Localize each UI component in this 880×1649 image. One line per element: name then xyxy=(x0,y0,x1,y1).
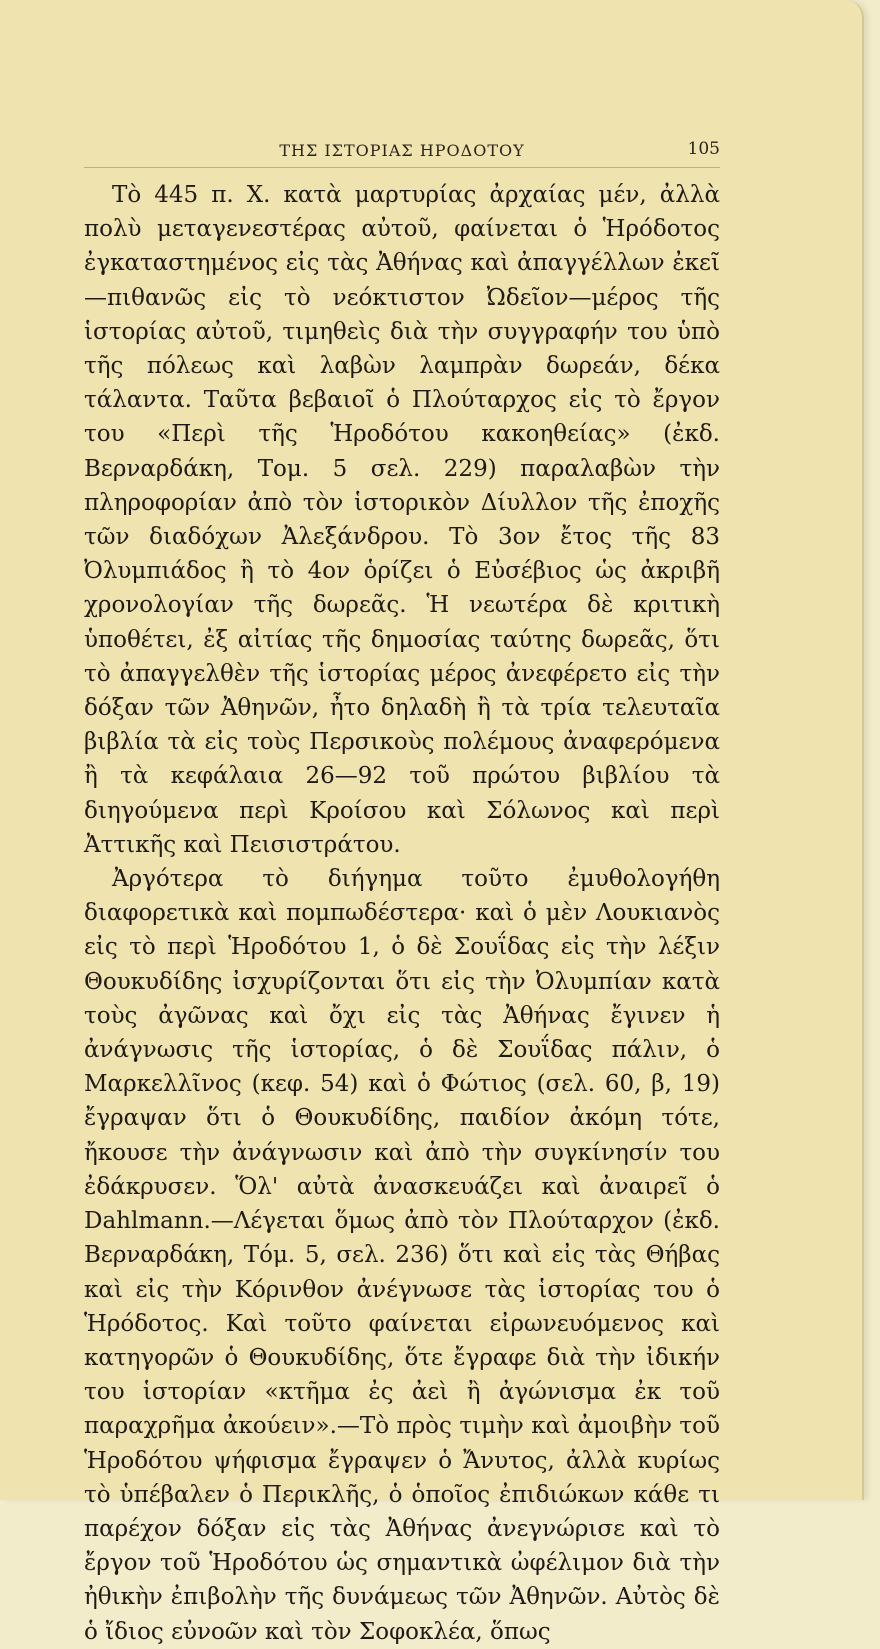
page-header xyxy=(84,137,720,167)
header-rule xyxy=(84,167,720,168)
paragraph-1: Τὸ 445 π. Χ. κατὰ μαρτυρίας ἀρχαίας μέν, ἀλλὰ πολὺ μεταγενεστέρας αὐτοῦ, φαίνεται ὁ Ἡρόδοτος ἐγκαταστημένος εἰς τὰς Ἀθήνας καὶ ἀπαγγέλλων ἐκεῖ—πιθανῶς εἰς τὸ νεόκτιστον Ὠδεῖον—μέρος τῆς ἱστορίας αὐτοῦ, τιμηθεὶς διὰ τὴν συγγραφήν του ὑπὸ τῆς πόλεως καὶ λαβὼν λαμπρὰν δωρεάν, δέκα τάλαντα. Ταῦτα βεβαιοῖ ὁ Πλούταρχος εἰς τὸ ἔργον του «Περὶ τῆς Ἡροδότου κακοηθείας» (ἐκδ. Βερναρδάκη, Τομ. 5 σελ. 229) παραλαβὼν τὴν πληροφορίαν ἀπὸ τὸν ἱστορικὸν Δίυλλον τῆς ἐποχῆς τῶν διαδόχων Ἀλεξάνδρου. Τὸ 3ον ἔτος τῆς 83 Ὀλυμπιάδος ἢ τὸ 4ον ὁρίζει ὁ Εὐσέβιος ὡς ἀκριβῆ χρονολογίαν τῆς δωρεᾶς. Ἡ νεωτέρα δὲ κριτικὴ ὑποθέτει, ἐξ αἰτίας τῆς δημοσίας ταύτης δωρεᾶς, ὅτι τὸ ἀπαγγελθὲν τῆς ἱστορίας μέρος ἀνεφέρετο εἰς τὴν δόξαν τῶν Ἀθηνῶν, ἦτο δηλαδὴ ἢ τὰ τρία τελευταῖα βιβλία τὰ εἰς τοὺς Περσικοὺς πολέμους ἀναφερόμενα ἢ τὰ κεφάλαια 26—92 τοῦ πρώτου βιβλίου τὰ διηγούμενα περὶ Κροίσου καὶ Σόλωνος καὶ περὶ Ἀττικῆς καὶ Πεισιστράτου. xyxy=(84,182,720,858)
running-head: ΤΗΣ ΙΣΤΟΡΙΑΣ ΗΡΟΔΟΤΟΥ xyxy=(279,141,525,160)
paragraph-2: Ἀργότερα τὸ διήγημα τοῦτο ἐμυθολογήθη διαφορετικὰ καὶ πομπωδέστερα· καὶ ὁ μὲν Λουκιανὸς εἰς τὸ περὶ Ἡροδότου 1, ὁ δὲ Σουΐδας εἰς τὴν λέξιν Θουκυδίδης ἰσχυρίζονται ὅτι εἰς τὴν Ὀλυμπίαν κατὰ τοὺς ἀγῶνας καὶ ὄχι εἰς τὰς Ἀθήνας ἔγινεν ἡ ἀνάγνωσις τῆς ἱστορίας, ὁ δὲ Σουΐδας πάλιν, ὁ Μαρκελλῖνος (κεφ. 54) καὶ ὁ Φώτιος (σελ. 60, β, 19) ἔγραψαν ὅτι ὁ Θουκυδίδης, παιδίον ἀκόμη τότε, ἤκουσε τὴν ἀνάγνωσιν καὶ ἀπὸ τὴν συγκίνησίν του ἐδάκρυσεν. Ὅλ' αὐτὰ ἀνασκευάζει καὶ ἀναιρεῖ ὁ Dahlmann.—Λέγεται ὅμως ἀπὸ τὸν Πλούταρχον (ἐκδ. Βερναρδάκη, Τόμ. 5, σελ. 236) ὅτι καὶ εἰς τὰς Θήβας καὶ εἰς τὴν Κόρινθον ἀνέγνωσε τὰς ἱστορίας του ὁ Ἡρόδοτος. Καὶ τοῦτο φαίνεται εἰρωνευόμενος καὶ κατηγορῶν ὁ Θουκυδίδης, ὅτε ἔγραφε διὰ τὴν ἰδικήν του ἱστορίαν «κτῆμα ἐς ἀεὶ ἢ ἀγώνισμα ἐκ τοῦ παραχρῆμα ἀκούειν».—Τὸ πρὸς τιμὴν καὶ ἀμοιβὴν τοῦ Ἡροδότου ψήφισμα ἔγραψεν ὁ Ἄνυτος, ἀλλὰ κυρίως τὸ ὑπέβαλεν ὁ Περικλῆς, ὁ ὁποῖος ἐπιδιώκων κάθε τι παρέχον δόξαν εἰς τὰς Ἀθήνας ἀνεγνώρισε καὶ τὸ ἔργον τοῦ Ἡροδότου ὡς σημαντικὰ ὠφέλιμον διὰ τὴν ἠθικὴν ἐπιβολὴν τῆς δυνάμεως τῶν Ἀθηνῶν. Αὐτὸς δὲ ὁ ἴδιος εὐνοῶν καὶ τὸν Σοφοκλέα, ὅπως xyxy=(84,866,720,1645)
page-number: 105 xyxy=(687,139,720,159)
body-text xyxy=(84,178,720,1649)
